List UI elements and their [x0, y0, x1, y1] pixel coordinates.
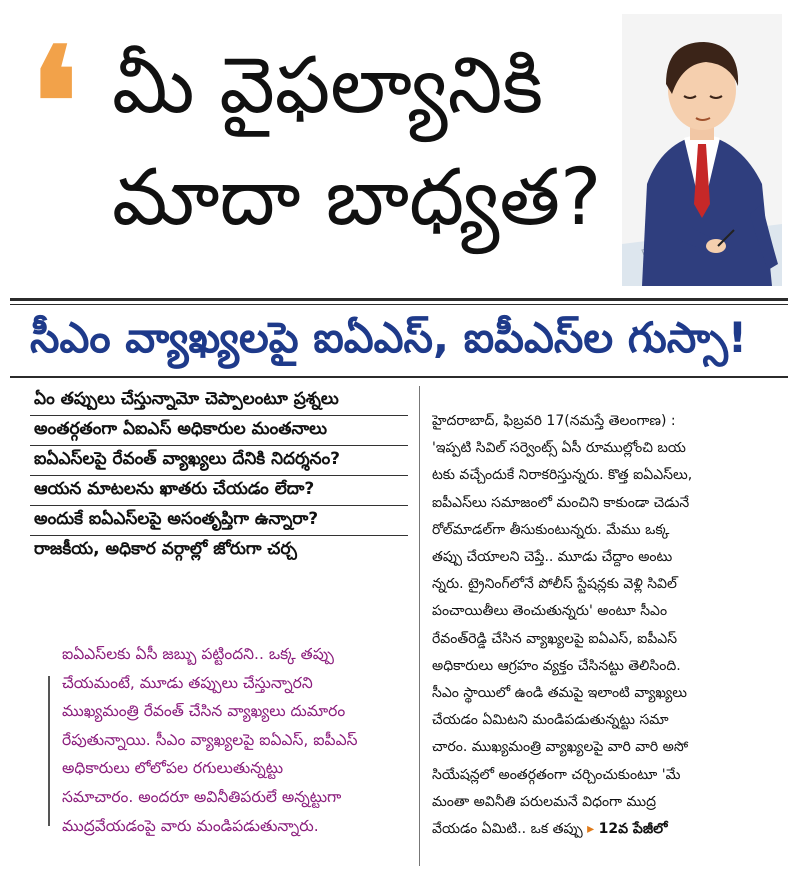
body-line: మంతా అవినీతి పరులమనే విధంగా ముద్ర	[432, 793, 656, 810]
body-line: న్నరు. ట్రైనింగ్‌లోనే పోలీస్‌ స్టేషన్లకు వెళ్లి సివిల్‌	[432, 576, 677, 593]
body-last-text: వేయడం ఏమిటి.. ఒక తప్పు	[432, 821, 583, 838]
body-line: ఐపీఎస్‌లు సమాజంలో మంచిని కాకుండా చెడునే	[432, 494, 690, 511]
summary-accent-bar	[48, 676, 50, 826]
quote-mark-icon: ❛	[30, 15, 79, 191]
continue-arrow-icon: ▸	[587, 821, 595, 838]
body-line: సీఎం స్థాయిలో ఉండి తమపై ఇలాంటి వ్యాఖ్యలు	[432, 685, 688, 702]
summary-blurb	[62, 640, 412, 840]
body-line: రేవంత్‌రెడ్డి చేసిన వ్యాఖ్యలపై ఐఏఎస్‌, ఐపీఎస్‌	[432, 630, 678, 647]
summary-line: ముద్రవేయడంపై వారు మండిపడుతున్నారు.	[62, 816, 319, 835]
body-last-line	[432, 816, 794, 843]
question-item: ఆయన మాటలను ఖాతరు చేయడం లేదా?	[30, 476, 408, 506]
question-list	[30, 386, 408, 565]
body-line: అధికారులు ఆగ్రహం వ్యక్తం చేసినట్టు తెలిసింది.	[432, 657, 681, 674]
question-item: ఏం తప్పులు చేస్తున్నామో చెప్పాలంటూ ప్రశ్నలు	[30, 386, 408, 416]
body-line: చేయడం ఏమిటని మండిపడుతున్నట్టు సమా	[432, 712, 669, 729]
body-line: సియేషన్లలో అంతర్గతంగా చర్చించుకుంటూ 'మే	[432, 766, 681, 783]
column-divider	[419, 386, 420, 866]
summary-line: ముఖ్యమంత్రి రేవంత్‌ చేసిన వ్యాఖ్యలు దుమారం	[62, 702, 346, 721]
body-line: టకు వచ్చేందుకే నిరాకరిస్తున్నరు. కొత్త ఐఏఎస్‌లు,	[432, 467, 693, 484]
summary-line: ఐఏఎస్‌లకు ఏసీ జబ్బు పట్టిందని.. ఒక్క తప్పు	[62, 645, 334, 663]
continued-on-page-link[interactable]: 12వ పేజీలో	[598, 821, 668, 838]
top-rule	[10, 298, 788, 301]
summary-line: అధికారులు లోలోపల రగులుతున్నట్టు	[62, 759, 284, 778]
top-rule-thin	[10, 304, 788, 305]
body-line: హైదరాబాద్‌, ఫిబ్రవరి 17(నమస్తే తెలంగాణ) :	[432, 413, 676, 429]
businessman-illustration	[622, 14, 782, 286]
headline-line-2: మాదా బాధ్యత?	[112, 153, 602, 243]
summary-line: సమాచారం. అందరూ అవినీతిపరులే అన్నట్టుగా	[62, 787, 342, 806]
question-item: ఐఏఎస్‌లపై రేవంత్‌ వ్యాఖ్యలు దేనికి నిదర్శనం?	[30, 446, 408, 476]
body-line: తప్పు చేయాలని చెప్తే.. మూడు చేద్దాం అంటు	[432, 549, 673, 566]
summary-line: రేపుతున్నాయి. సీఎం వ్యాఖ్యలపై ఐఏఎస్‌, ఐపీఎస్‌	[62, 730, 358, 749]
subheadline-rule	[10, 376, 788, 378]
body-line: చారం. ముఖ్యమంత్రి వ్యాఖ్యలపై వారి వారి అసో	[432, 739, 689, 756]
headline	[112, 30, 612, 254]
question-item: అందుకే ఐఏఎస్‌లపై అసంతృప్తిగా ఉన్నారా?	[30, 506, 408, 536]
subheadline: సీఎం వ్యాఖ్యలపై ఐఏఎస్‌, ఐపీఎస్‌ల గుస్సా!	[30, 313, 748, 362]
article-body	[432, 408, 794, 843]
question-item: అంతర్గతంగా ఏఐఎస్‌ అధికారుల మంతనాలు	[30, 416, 408, 446]
body-line: పంచాయితీలు తెంచుతున్నరు' అంటూ సీఎం	[432, 603, 668, 620]
body-line: రోల్‌మాడల్‌గా తీసుకుంటున్నరు. మేము ఒక్క	[432, 521, 670, 538]
body-line: 'ఇప్పటి సివిల్‌ సర్వెంట్స్‌ ఏసీ రూముల్లోంచి బయ	[432, 440, 686, 457]
headline-line-1: మీ వైఫల్యానికి	[112, 41, 544, 131]
question-item: రాజకీయ, అధికార వర్గాల్లో జోరుగా చర్చ	[34, 539, 297, 559]
summary-line: చేయమంటే, మూడు తప్పులు చేస్తున్నారని	[62, 673, 313, 692]
